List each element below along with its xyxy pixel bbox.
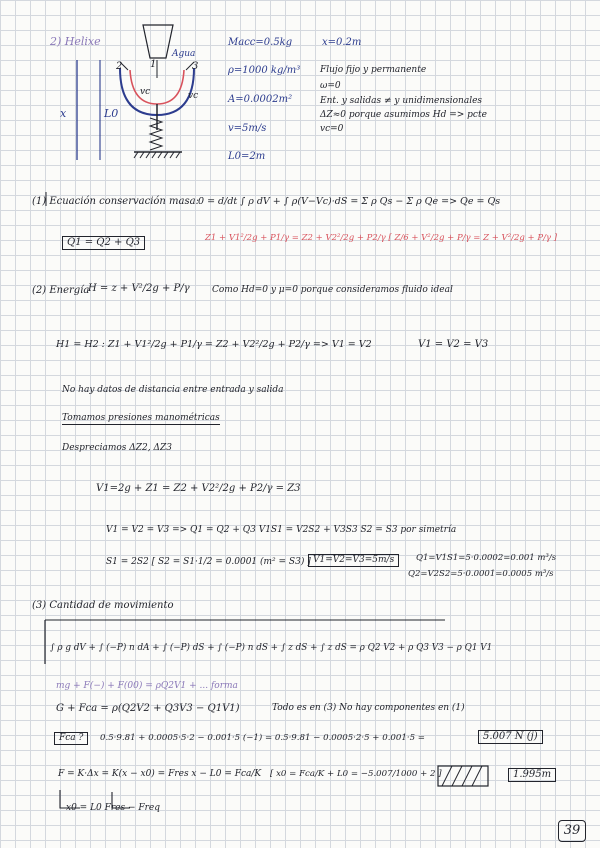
- section2-line1-end: V1 = V2 = V3: [418, 339, 489, 350]
- section3-integral: ∫ ρ g dV + ∫ (−P) n dA + ∫ (−P) dS + ∫ (−P) n dS + ∫ z dS + ∫ z dS = ρ Q2 V2 + ρ Q3 V3 − ρ Q1 V1: [50, 643, 493, 653]
- given-5: L0=2m: [228, 151, 266, 162]
- fca-result: 5.007 N (j): [478, 730, 543, 744]
- diagram-label-3: 3: [192, 61, 199, 72]
- assumption-3: ΔZ≈0 porque asumimos Hd => pcte: [320, 110, 487, 120]
- nozzle-icon: [143, 25, 173, 58]
- section2-boxed-v: V1=V2=V3=5m/s: [308, 554, 399, 567]
- page-number: 39: [558, 820, 586, 842]
- given-2: ρ=1000 kg/m³: [228, 65, 301, 76]
- section2-line3: V1 = V2 = V3 => Q1 = Q2 + Q3 V1S1 = V2S2 + V3S3 S2 = S3 por simetría: [106, 525, 457, 535]
- final-result: 1.995m: [508, 768, 556, 782]
- section1-title: (1) Ecuación conservación masa:: [32, 196, 199, 207]
- assumption-0: Flujo fijo y permanente: [320, 65, 427, 75]
- given-4: v=5m/s: [228, 123, 267, 134]
- section2-q1: Q1=V1S1=5·0.0002=0.001 m³/s: [416, 553, 557, 563]
- section3-pink-line: mg + F(−) + F(00) = ρQ2V1 + ... forma: [56, 681, 238, 691]
- diagram-label-flow: Agua: [172, 49, 196, 59]
- fca-label: Fca ?: [54, 732, 88, 745]
- final-equation: F = K·Δx = K(x − x0) = Fres x − L0 = Fca/K: [58, 769, 262, 779]
- section1-red-equation: Z1 + V1²/2g + P1/γ = Z2 + V2²/2g + P2/γ [ Z/6 + V²/2g + P/γ = Z + V²/2g + P/γ ]: [205, 233, 558, 243]
- section2-line2: V1=2g + Z1 = Z2 + V2²/2g + P2/γ = Z3: [96, 483, 301, 494]
- diagram-label-2: 2: [116, 61, 123, 72]
- section3-title: (3) Cantidad de movimiento: [32, 600, 174, 611]
- assumption-2: Ent. y salidas ≠ y unidimensionales: [320, 96, 483, 106]
- assumption-4: vc=0: [320, 124, 344, 134]
- section2-q2: Q2=V2S2=5·0.0001=0.0005 m³/s: [408, 569, 554, 579]
- section2-line1: H1 = H2 : Z1 + V1²/2g + P1/γ = Z2 + V2²/2g + P2/γ => V1 = V2: [56, 339, 372, 350]
- assumption-1: ω=0: [320, 81, 341, 91]
- bullet-0: No hay datos de distancia entre entrada y salida: [62, 385, 284, 395]
- bullet-1: Tomamos presiones manométricas: [62, 413, 220, 423]
- fca-equation: 0.5·9.81 + 0.0005·5·2 − 0.001·5 (−1) = 0.5·9.81 − 0.0005·2·5 + 0.001·5 =: [100, 733, 425, 743]
- section2-eq: H = z + V²/2g + P/γ: [88, 283, 190, 294]
- section2-comment: Como Hd=0 y μ=0 porque consideramos fluido ideal: [212, 285, 453, 295]
- section1-q-result: Q1 = Q2 + Q3: [62, 236, 145, 250]
- problem-label: 2) Helixe: [50, 35, 101, 48]
- section2-title: (2) Energía: [32, 285, 90, 296]
- section3-line1: G + Fca = ρ(Q2V2 + Q3V3 − Q1V1): [56, 703, 240, 714]
- diagram-label-vc: vc: [188, 91, 199, 101]
- section2-line4: S1 = 2S2 [ S2 = S1·1/2 = 0.0001 (m² = S3) ]: [106, 557, 311, 567]
- section1-equation: 0 = d/dt ∫ ρ dV + ∫ ρ(V−Vc)·dS = Σ ρ Qs − Σ ρ Qe => Qe = Qs: [198, 196, 501, 207]
- given-0: Macc=0.5kg: [228, 37, 293, 48]
- spring-icon: [150, 118, 162, 150]
- bullet-2: Despreciamos ΔZ2, ΔZ3: [62, 443, 172, 453]
- section3-line1-comment: Todo es en (3) No hay componentes en (1): [272, 703, 465, 713]
- given-1: x=0.2m: [322, 37, 362, 48]
- final-substitution: [ x0 = Fca/K + L0 = −5.007/1000 + 2 ]: [270, 769, 442, 779]
- diagram-label-vc2: vc: [140, 87, 151, 97]
- diagram-label-1: 1: [150, 59, 157, 70]
- final-note: x0 = L0 Fres − Freq: [66, 803, 161, 813]
- diagram-label-l0: L0: [104, 107, 119, 120]
- diagram-label-x: x: [60, 107, 67, 120]
- given-3: A=0.0002m²: [228, 94, 293, 105]
